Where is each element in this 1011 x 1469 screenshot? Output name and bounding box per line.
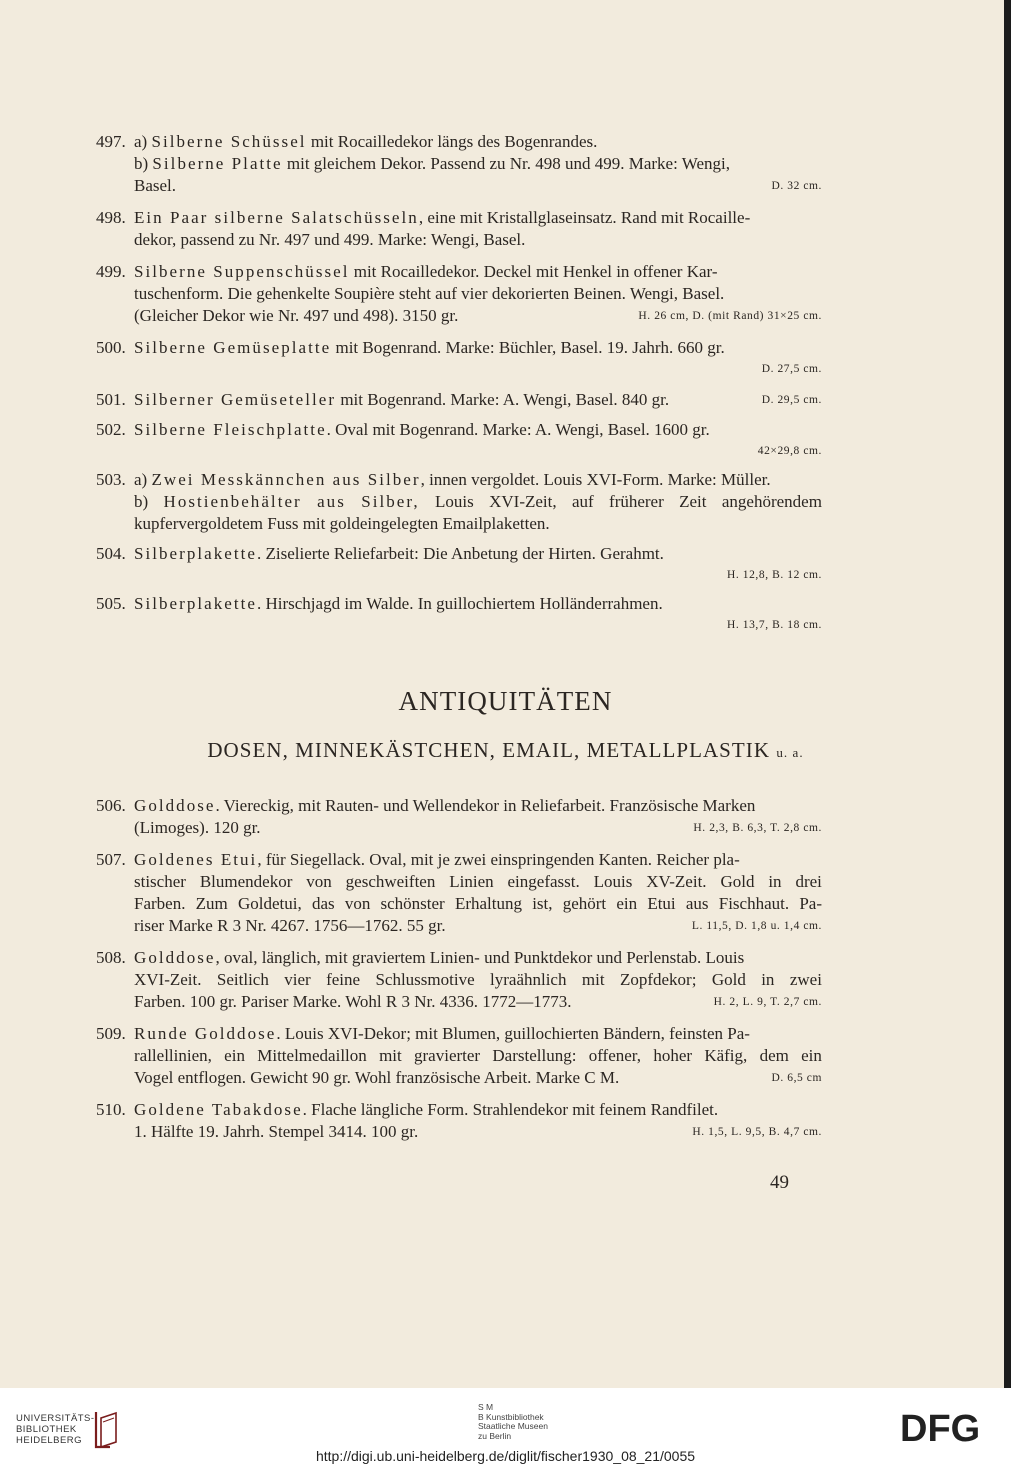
entry-text: tuschenform. Die gehenkelte Soupière steht auf vier dekorierten Beinen. Wengi, Basel. bbox=[134, 284, 725, 303]
entry-line bbox=[96, 915, 822, 937]
entry-title: Silberner Gemüseteller bbox=[134, 390, 337, 409]
entry-text: . Flache längliche Form. Strahlendekor mit feinem Randfilet. bbox=[302, 1100, 719, 1119]
stamp-line: zu Berlin bbox=[478, 1430, 512, 1441]
entry-title: Silberne Suppenschüssel bbox=[134, 262, 350, 281]
entry-number: 497. bbox=[96, 132, 126, 151]
entry-text: mit gleichem Dekor. Passend zu Nr. 498 und 499. Marke: Wengi, bbox=[282, 154, 730, 173]
entry-title: Silberne Schüssel bbox=[151, 132, 307, 151]
line-word: Linien bbox=[449, 872, 494, 891]
line-word: ein bbox=[224, 1046, 245, 1065]
line-word: von bbox=[344, 894, 371, 913]
entry-line bbox=[96, 893, 822, 915]
line-word: Gold bbox=[720, 872, 755, 891]
line-word: vier bbox=[284, 970, 311, 989]
stamp-line: Staatliche Museen bbox=[478, 1421, 548, 1431]
line-word: aus bbox=[317, 492, 346, 511]
catalogue-entry bbox=[96, 337, 822, 379]
entry-title: Goldenes Etui bbox=[134, 850, 258, 869]
entry-line bbox=[96, 1045, 822, 1067]
line-word: Zeit bbox=[679, 492, 707, 511]
line-word: gehört bbox=[562, 894, 607, 913]
entry-text: (Limoges). 120 gr. bbox=[134, 818, 261, 837]
entry-title: Golddose bbox=[134, 796, 216, 815]
entry-line bbox=[96, 261, 822, 283]
entry-number: 498. bbox=[96, 208, 126, 227]
catalogue-entry bbox=[96, 389, 822, 411]
entry-measurements: L. 11,5, D. 1,8 u. 1,4 cm. bbox=[691, 920, 822, 932]
dfg-logo bbox=[900, 1409, 1000, 1445]
line-word: mit bbox=[581, 970, 605, 989]
line-word: von bbox=[306, 872, 332, 891]
entry-number: 506. bbox=[96, 796, 126, 815]
entry-title: Silberne Fleischplatte bbox=[134, 420, 327, 439]
entry-line bbox=[96, 1121, 822, 1143]
entry-text: a) bbox=[134, 132, 152, 151]
line-word: geschweiften bbox=[345, 872, 436, 891]
line-word: dem bbox=[759, 1046, 789, 1065]
section-subheading bbox=[0, 738, 1011, 763]
entry-title: Ein Paar silberne Salatschüsseln bbox=[134, 208, 419, 227]
line-word: auf bbox=[571, 492, 594, 511]
entry-line bbox=[96, 469, 822, 491]
line-word: aus bbox=[685, 894, 709, 913]
section-heading: ANTIQUITÄTEN bbox=[398, 686, 613, 716]
entry-measurements: 42×29,8 cm. bbox=[757, 445, 822, 457]
line-word: drei bbox=[795, 872, 822, 891]
entry-line bbox=[96, 491, 822, 513]
entry-measurements: H. 1,5, L. 9,5, B. 4,7 cm. bbox=[692, 1126, 822, 1138]
dfg-text: DFG bbox=[900, 1409, 981, 1445]
entry-line bbox=[96, 991, 822, 1013]
entry-text: Vogel entflogen. Gewicht 90 gr. Wohl französische Arbeit. Marke C M. bbox=[134, 1068, 620, 1087]
line-word: feine bbox=[326, 970, 361, 989]
entry-number: 508. bbox=[96, 948, 126, 967]
line-word: Darstellung: bbox=[492, 1046, 577, 1065]
entry-title: Runde Golddose bbox=[134, 1024, 277, 1043]
entry-line bbox=[96, 337, 822, 359]
entry-line bbox=[96, 283, 822, 305]
entry-line bbox=[96, 947, 822, 969]
source-url[interactable]: http://digi.ub.uni-heidelberg.de/diglit/fischer1930_08_21/0055 bbox=[315, 1448, 696, 1464]
catalogue-entry bbox=[96, 261, 822, 327]
entry-number: 507. bbox=[96, 850, 126, 869]
entry-text: , oval, länglich, mit graviertem Linien- und Punktdekor und Perlenstab. Louis bbox=[215, 948, 745, 967]
line-word: früherer bbox=[609, 492, 664, 511]
line-word: eingefasst. bbox=[507, 872, 580, 891]
entry-line bbox=[96, 1023, 822, 1045]
line-word: Seitlich bbox=[216, 970, 269, 989]
entry-text: kupfervergoldetem Fuss mit goldeingelegten Emailplaketten. bbox=[134, 514, 550, 533]
entry-title: Silberne Gemüseplatte bbox=[134, 338, 332, 357]
line-word: Zum bbox=[195, 894, 228, 913]
line-word: das bbox=[311, 894, 335, 913]
entry-text: . Ziselierte Reliefarbeit: Die Anbetung der Hirten. Gerahmt. bbox=[256, 544, 664, 563]
entry-text: . Viereckig, mit Rauten- und Wellendekor in Reliefarbeit. Französische Marken bbox=[215, 796, 756, 815]
line-word: Goldetui, bbox=[237, 894, 302, 913]
catalogue-entry bbox=[96, 1023, 822, 1089]
line-word: mit bbox=[379, 1046, 402, 1065]
line-word: Louis bbox=[435, 492, 474, 511]
subheading-text: DOSEN, MINNEKÄSTCHEN, EMAIL, METALLPLASTIK bbox=[207, 738, 771, 762]
stamp-line: S M bbox=[478, 1402, 494, 1412]
entry-title: Silberne Platte bbox=[152, 154, 283, 173]
entry-line bbox=[96, 419, 822, 441]
subheading-suffix: u. a. bbox=[776, 745, 804, 760]
line-word: rallellinien, bbox=[134, 1046, 212, 1065]
catalogue-entry bbox=[96, 469, 822, 535]
line-word: Etui bbox=[647, 894, 676, 913]
entry-number: 504. bbox=[96, 544, 126, 563]
entry-text: Basel. bbox=[134, 176, 177, 195]
entry-title: Silberplakette bbox=[134, 594, 257, 613]
library-name bbox=[16, 1413, 95, 1446]
entry-text: (Gleicher Dekor wie Nr. 497 und 498). 3150 gr. bbox=[134, 306, 459, 325]
line-word: Schlussmotive bbox=[375, 970, 475, 989]
entry-line bbox=[96, 795, 822, 817]
entry-text: , innen vergoldet. Louis XVI-Form. Marke: Müller. bbox=[420, 470, 771, 489]
line-word: XVI-Zeit. bbox=[134, 970, 202, 989]
entry-text: . Louis XVI-Dekor; mit Blumen, guillochierten Bändern, feinsten Pa- bbox=[276, 1024, 750, 1043]
entry-text: a) bbox=[134, 470, 152, 489]
entry-number: 502. bbox=[96, 420, 126, 439]
entry-line bbox=[96, 1067, 822, 1089]
line-word: ein bbox=[801, 1046, 822, 1065]
line-word: ist, bbox=[532, 894, 553, 913]
entry-line bbox=[96, 969, 822, 991]
library-logo-icon bbox=[92, 1410, 122, 1450]
entry-title: Goldene Tabakdose bbox=[134, 1100, 303, 1119]
entry-line bbox=[96, 305, 822, 327]
entry-measurements: D. 32 cm. bbox=[771, 180, 822, 192]
line-word: in bbox=[768, 872, 782, 891]
entry-line bbox=[96, 207, 822, 229]
line-word: gravierter bbox=[414, 1046, 481, 1065]
entry-number: 505. bbox=[96, 594, 126, 613]
catalogue-entry bbox=[96, 131, 822, 197]
line-word: angehörendem bbox=[721, 492, 822, 511]
entry-line bbox=[96, 513, 822, 535]
line-word: Mittelmedaillon bbox=[257, 1046, 367, 1065]
entry-measurements: D. 6,5 cm bbox=[771, 1072, 822, 1084]
entry-line bbox=[96, 543, 822, 565]
entry-measurements: H. 2,3, B. 6,3, T. 2,8 cm. bbox=[693, 822, 822, 834]
entry-text: mit Bogenrand. Marke: A. Wengi, Basel. 840 gr. bbox=[336, 390, 670, 409]
library-line: BIBLIOTHEK bbox=[16, 1424, 77, 1435]
line-word: ein bbox=[616, 894, 638, 913]
entry-title: Zwei Messkännchen aus Silber bbox=[151, 470, 421, 489]
entry-text: mit Rocailledekor längs des Bogenrandes. bbox=[306, 132, 598, 151]
line-word: lyraähnlich bbox=[490, 970, 567, 989]
entry-text: dekor, passend zu Nr. 497 und 499. Marke: Wengi, Basel. bbox=[134, 230, 526, 249]
entry-text: mit Bogenrand. Marke: Büchler, Basel. 19. Jahrh. 660 gr. bbox=[331, 338, 725, 357]
entry-line bbox=[96, 593, 822, 615]
entry-text: mit Rocailledekor. Deckel mit Henkel in offener Kar- bbox=[349, 262, 718, 281]
museum-stamp bbox=[478, 1403, 548, 1441]
line-word: b) bbox=[134, 492, 149, 511]
line-word: Farben. bbox=[134, 894, 186, 913]
entry-number: 509. bbox=[96, 1024, 126, 1043]
entry-text: 1. Hälfte 19. Jahrh. Stempel 3414. 100 gr. bbox=[134, 1122, 419, 1141]
entry-text: b) bbox=[134, 154, 153, 173]
line-word: Louis bbox=[593, 872, 633, 891]
catalogue-entry bbox=[96, 419, 822, 461]
line-word: Hostienbehälter bbox=[163, 492, 302, 511]
page-number: 49 bbox=[770, 1172, 789, 1193]
line-word: hoher bbox=[653, 1046, 693, 1065]
line-word: offener, bbox=[588, 1046, 642, 1065]
entry-measurements: D. 27,5 cm. bbox=[761, 363, 822, 375]
line-word: Silber, bbox=[361, 492, 420, 511]
entry-title: Silberplakette bbox=[134, 544, 257, 563]
line-word: schönster bbox=[380, 894, 445, 913]
catalogue-entry bbox=[96, 543, 822, 585]
library-line: UNIVERSITÄTS- bbox=[16, 1413, 95, 1424]
entry-line bbox=[96, 817, 822, 839]
line-word: Erhaltung bbox=[454, 894, 522, 913]
catalogue-entry bbox=[96, 207, 822, 251]
line-word: XVI-Zeit, bbox=[489, 492, 557, 511]
entry-number: 499. bbox=[96, 262, 126, 281]
entry-line bbox=[96, 849, 822, 871]
entry-text: . Oval mit Bogenrand. Marke: A. Wengi, Basel. 1600 gr. bbox=[326, 420, 710, 439]
line-word: stischer bbox=[134, 872, 186, 891]
entry-line bbox=[96, 175, 822, 197]
entry-number: 510. bbox=[96, 1100, 126, 1119]
line-word: Zopfdekor; bbox=[619, 970, 697, 989]
stamp-line: B Kunstbibliothek bbox=[478, 1411, 544, 1422]
entry-line bbox=[96, 389, 822, 411]
entry-line bbox=[96, 131, 822, 153]
library-line: HEIDELBERG bbox=[16, 1435, 82, 1446]
line-word: Fischhaut. bbox=[718, 894, 790, 913]
entry-text: . Hirschjagd im Walde. In guillochiertem Holländerrahmen. bbox=[256, 594, 663, 613]
line-word: Käfig, bbox=[704, 1046, 748, 1065]
catalogue-entry bbox=[96, 947, 822, 1013]
catalogue-entry bbox=[96, 849, 822, 937]
entry-measurements: H. 2, L. 9, T. 2,7 cm. bbox=[713, 996, 822, 1008]
entry-text: , eine mit Kristallglaseinsatz. Rand mit Rocaille- bbox=[418, 208, 751, 227]
entry-line bbox=[96, 229, 822, 251]
entry-measurements: H. 12,8, B. 12 cm. bbox=[727, 569, 822, 581]
entry-title: Golddose bbox=[134, 948, 216, 967]
catalogue-entry bbox=[96, 1099, 822, 1143]
catalogue-entry bbox=[96, 593, 822, 635]
line-word: Gold bbox=[711, 970, 746, 989]
entry-number: 501. bbox=[96, 390, 126, 409]
entry-line bbox=[96, 871, 822, 893]
entry-number: 503. bbox=[96, 470, 126, 489]
entry-measurements: D. 29,5 cm. bbox=[761, 394, 822, 406]
line-word: Pa- bbox=[799, 894, 822, 913]
entry-text: , für Siegellack. Oval, mit je zwei einspringenden Kanten. Reicher pla- bbox=[257, 850, 740, 869]
entry-line bbox=[96, 153, 822, 175]
entry-text: riser Marke R 3 Nr. 4267. 1756—1762. 55 gr. bbox=[134, 916, 446, 935]
line-word: Blumendekor bbox=[199, 872, 293, 891]
catalogue-entry bbox=[96, 795, 822, 839]
line-word: XV-Zeit. bbox=[646, 872, 707, 891]
line-word: zwei bbox=[789, 970, 822, 989]
entry-measurements: H. 26 cm, D. (mit Rand) 31×25 cm. bbox=[638, 310, 822, 322]
line-word: in bbox=[761, 970, 775, 989]
entry-number: 500. bbox=[96, 338, 126, 357]
entry-measurements: H. 13,7, B. 18 cm. bbox=[727, 619, 822, 631]
entry-line bbox=[96, 1099, 822, 1121]
entry-text: Farben. 100 gr. Pariser Marke. Wohl R 3 Nr. 4336. 1772—1773. bbox=[134, 992, 572, 1011]
